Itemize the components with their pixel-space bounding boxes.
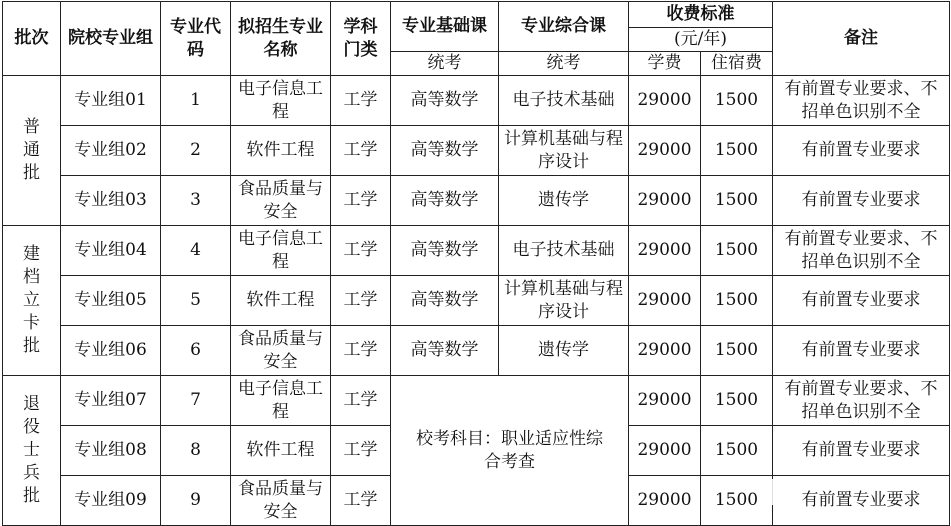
table-row — [3, 276, 950, 326]
code-cell: 8 — [161, 426, 231, 476]
table-row — [3, 126, 950, 176]
remark-cell: 有前置专业要求 — [773, 426, 950, 476]
comprehensive-course-cell: 电子技术基础 — [499, 226, 629, 276]
header-fee-title: 收费标准 — [629, 2, 773, 28]
basic-course-cell: 高等数学 — [391, 76, 499, 126]
category-cell: 工学 — [331, 326, 391, 376]
group-cell: 专业组01 — [61, 76, 161, 126]
major-cell: 软件工程 — [231, 426, 331, 476]
header-code: 专业代码 — [161, 2, 231, 76]
remark-cell: 有前置专业要求 — [773, 326, 950, 376]
table-body — [3, 76, 950, 526]
group-cell: 专业组07 — [61, 376, 161, 426]
table-header — [3, 2, 950, 76]
code-cell: 7 — [161, 376, 231, 426]
code-cell: 2 — [161, 126, 231, 176]
tuition-cell: 29000 — [629, 226, 701, 276]
group-cell: 专业组08 — [61, 426, 161, 476]
major-cell: 食品质量与安全 — [231, 326, 331, 376]
table-row — [3, 326, 950, 376]
remark-cell: 有前置专业要求 — [773, 126, 950, 176]
basic-course-cell: 高等数学 — [391, 126, 499, 176]
tuition-cell: 29000 — [629, 376, 701, 426]
code-cell: 1 — [161, 76, 231, 126]
header-group: 院校专业组 — [61, 2, 161, 76]
remark-cell: 有前置专业要求、不招单色识别不全 — [773, 376, 950, 426]
header-accommodation: 住宿费 — [701, 52, 773, 76]
group-cell: 专业组09 — [61, 476, 161, 526]
accommodation-cell: 1500 — [701, 326, 773, 376]
tuition-cell: 29000 — [629, 276, 701, 326]
group-cell: 专业组04 — [61, 226, 161, 276]
accommodation-cell: 1500 — [701, 76, 773, 126]
category-cell: 工学 — [331, 176, 391, 226]
category-cell: 工学 — [331, 276, 391, 326]
header-basic-exam: 统考 — [391, 52, 499, 76]
header-major: 拟招生专业名称 — [231, 2, 331, 76]
remark-cell: 有前置专业要求 — [773, 276, 950, 326]
tuition-cell: 29000 — [629, 426, 701, 476]
basic-course-cell: 高等数学 — [391, 176, 499, 226]
watermark-overlay — [764, 479, 794, 505]
category-cell: 工学 — [331, 376, 391, 426]
batch-cell: 退役士兵批 — [3, 376, 61, 526]
tuition-cell: 29000 — [629, 126, 701, 176]
tuition-cell: 29000 — [629, 476, 701, 526]
header-fee-unit: (元/年) — [629, 28, 773, 52]
tuition-cell: 29000 — [629, 76, 701, 126]
comprehensive-course-cell: 电子技术基础 — [499, 76, 629, 126]
major-cell: 食品质量与安全 — [231, 176, 331, 226]
table-row — [3, 76, 950, 126]
accommodation-cell: 1500 — [701, 176, 773, 226]
major-cell: 电子信息工程 — [231, 76, 331, 126]
tuition-cell: 29000 — [629, 326, 701, 376]
tuition-cell: 29000 — [629, 176, 701, 226]
remark-cell: 有前置专业要求 — [773, 476, 950, 526]
group-cell: 专业组05 — [61, 276, 161, 326]
header-tuition: 学费 — [629, 52, 701, 76]
table-row — [3, 226, 950, 276]
header-basic-course: 专业基础课 — [391, 2, 499, 52]
header-comprehensive-exam: 统考 — [499, 52, 629, 76]
category-cell: 工学 — [331, 76, 391, 126]
exam-note-cell: 校考科目：职业适应性综合考查 — [391, 376, 629, 526]
header-category: 学科门类 — [331, 2, 391, 76]
code-cell: 6 — [161, 326, 231, 376]
batch-cell: 普通批 — [3, 76, 61, 226]
header-remark: 备注 — [773, 2, 950, 76]
category-cell: 工学 — [331, 226, 391, 276]
table-row — [3, 376, 950, 426]
major-cell: 电子信息工程 — [231, 376, 331, 426]
comprehensive-course-cell: 遗传学 — [499, 176, 629, 226]
category-cell: 工学 — [331, 126, 391, 176]
accommodation-cell: 1500 — [701, 126, 773, 176]
category-cell: 工学 — [331, 426, 391, 476]
header-batch: 批次 — [3, 2, 61, 76]
accommodation-cell: 1500 — [701, 226, 773, 276]
major-cell: 软件工程 — [231, 276, 331, 326]
admission-plan-table — [2, 1, 950, 526]
comprehensive-course-cell: 遗传学 — [499, 326, 629, 376]
code-cell: 3 — [161, 176, 231, 226]
accommodation-cell: 1500 — [701, 426, 773, 476]
accommodation-cell: 1500 — [701, 476, 773, 526]
remark-cell: 有前置专业要求、不招单色识别不全 — [773, 76, 950, 126]
major-cell: 食品质量与安全 — [231, 476, 331, 526]
group-cell: 专业组06 — [61, 326, 161, 376]
comprehensive-course-cell: 计算机基础与程序设计 — [499, 276, 629, 326]
code-cell: 5 — [161, 276, 231, 326]
code-cell: 4 — [161, 226, 231, 276]
basic-course-cell: 高等数学 — [391, 276, 499, 326]
remark-cell: 有前置专业要求、不招单色识别不全 — [773, 226, 950, 276]
major-cell: 电子信息工程 — [231, 226, 331, 276]
code-cell: 9 — [161, 476, 231, 526]
group-cell: 专业组02 — [61, 126, 161, 176]
accommodation-cell: 1500 — [701, 276, 773, 326]
category-cell: 工学 — [331, 476, 391, 526]
comprehensive-course-cell: 计算机基础与程序设计 — [499, 126, 629, 176]
remark-cell: 有前置专业要求 — [773, 176, 950, 226]
group-cell: 专业组03 — [61, 176, 161, 226]
basic-course-cell: 高等数学 — [391, 326, 499, 376]
major-cell: 软件工程 — [231, 126, 331, 176]
table-row — [3, 176, 950, 226]
header-comprehensive-course: 专业综合课 — [499, 2, 629, 52]
accommodation-cell: 1500 — [701, 376, 773, 426]
batch-cell: 建档立卡批 — [3, 226, 61, 376]
basic-course-cell: 高等数学 — [391, 226, 499, 276]
